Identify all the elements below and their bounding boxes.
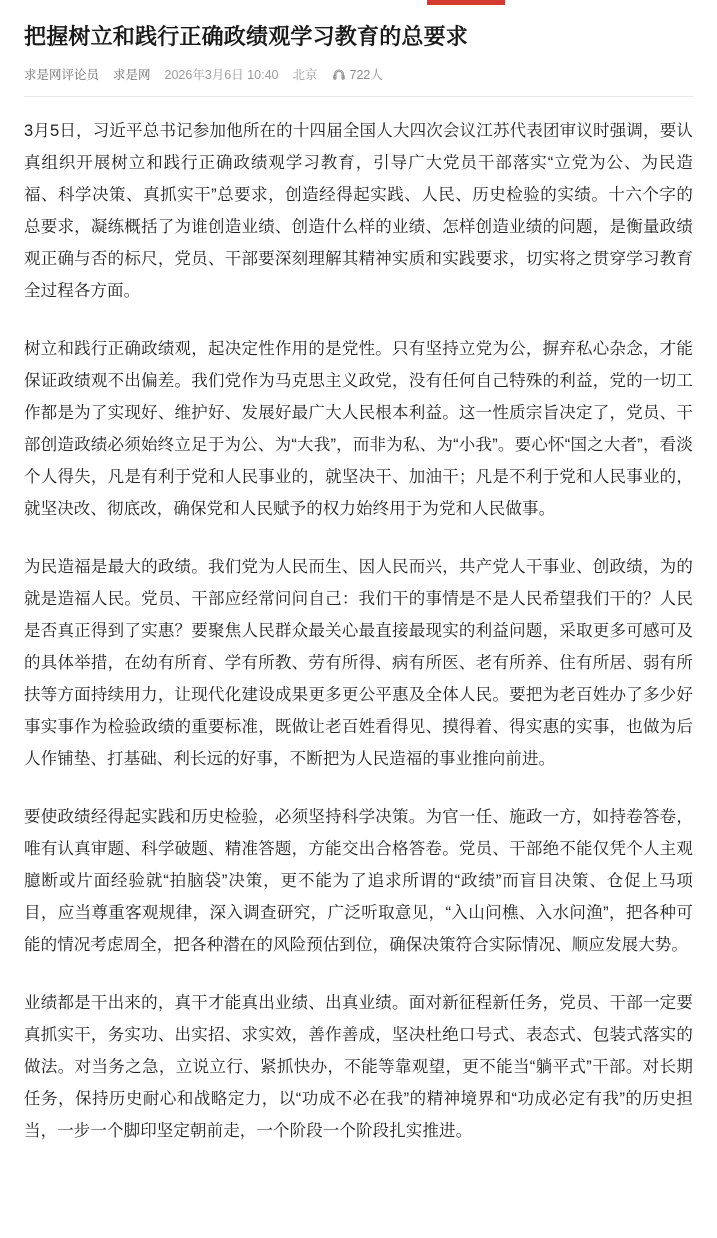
article-paragraph: 3月5日，习近平总书记参加他所在的十四届全国人大四次会议江苏代表团审议时强调，要认真组织开展树立和践行正确政绩观学习教育，引导广大党员干部落实“立党为公、为民造福、科学决策、真抓实干”总要求，创造经得起实践、人民、历史检验的实绩。十六个字的总要求，凝练概括了为谁创造业绩、创造什么样的业绩、怎样创造业绩的问题，是衡量政绩观正确与否的标尺，党员、干部要深刻理解其精神实质和实践要求，切实将之贯穿学习教育全过程各方面。 xyxy=(24,122,693,300)
page-title: 把握树立和践行正确政绩观学习教育的总要求 xyxy=(24,24,469,49)
red-accent-block xyxy=(427,0,505,5)
headphone-icon xyxy=(332,68,346,82)
article-paragraph: 要使政绩经得起实践和历史检验，必须坚持科学决策。为官一任、施政一方，如持卷答卷，唯有认真审题、科学破题、精准答题，方能交出合格答卷。党员、干部绝不能仅凭个人主观臆断或片面经验就“拍脑袋”决策，更不能为了追求所谓的“政绩”而盲目决策、仓促上马项目，应当尊重客观规律，深入调查研究，广泛听取意见，“入山问樵、入水问渔”，把各种可能的情况考虑周全，把各种潜在的风险预估到位，确保决策符合实际情况、顺应发展大势。 xyxy=(24,808,693,954)
meta-timestamp: 2026年3月6日 10:40 xyxy=(164,68,279,82)
article-paragraph: 树立和践行正确政绩观，起决定性作用的是党性。只有坚持立党为公，摒弃私心杂念，才能保证政绩观不出偏差。我们党作为马克思主义政党，没有任何自己特殊的利益，党的一切工作都是为了实现好、维护好、发展好最广大人民根本利益。这一性质宗旨决定了，党员、干部创造政绩必须始终立足于为公、为“大我”，而非为私、为“小我”。要心怀“国之大者”，看淡个人得失，凡是有利于党和人民事业的，就坚决干、加油干；凡是不利于党和人民事业的，就坚决改、彻底改，确保党和人民赋予的权力始终用于为党和人民做事。 xyxy=(24,340,693,518)
listen-button[interactable] xyxy=(332,66,383,84)
top-accent-strip xyxy=(0,0,717,6)
article-meta xyxy=(24,66,693,84)
article-paragraph: 为民造福是最大的政绩。我们党为人民而生、因人民而兴，共产党人干事业、创政绩，为的就是造福人民。党员、干部应经常问问自己：我们干的事情是不是人民希望我们干的？人民是否真正得到了实惠？要聚焦人民群众最关心最直接最现实的利益问题，采取更多可感可及的具体举措，在幼有所育、学有所教、劳有所得、病有所医、老有所养、住有所居、弱有所扶等方面持续用力，让现代化建设成果更多更公平惠及全体人民。要把为老百姓办了多少好事实事作为检验政绩的重要标准，既做让老百姓看得见、摸得着、得实惠的实事，也做为后人作铺垫、打基础、利长远的好事，不断把为人民造福的事业推向前进。 xyxy=(24,558,693,768)
meta-source[interactable]: 求是网 xyxy=(113,68,151,82)
meta-author: 求是网评论员 xyxy=(24,68,100,82)
article-paragraph: 业绩都是干出来的，真干才能真出业绩、出真业绩。面对新征程新任务，党员、干部一定要真抓实干，务实功、出实招、求实效，善作善成，坚决杜绝口号式、表态式、包装式落实的做法。对当务之急，立说立行、紧抓快办，不能等靠观望，更不能当“躺平式”干部。对长期任务，保持历史耐心和战略定力，以“功成不必在我”的精神境界和“功成必定有我”的历史担当，一步一个脚印坚定朝前走，一个阶段一个阶段扎实推进。 xyxy=(24,994,693,1140)
meta-location: 北京 xyxy=(292,68,318,82)
article-header xyxy=(0,6,717,84)
listen-count: 722人 xyxy=(349,68,383,82)
article-body xyxy=(0,97,717,1177)
